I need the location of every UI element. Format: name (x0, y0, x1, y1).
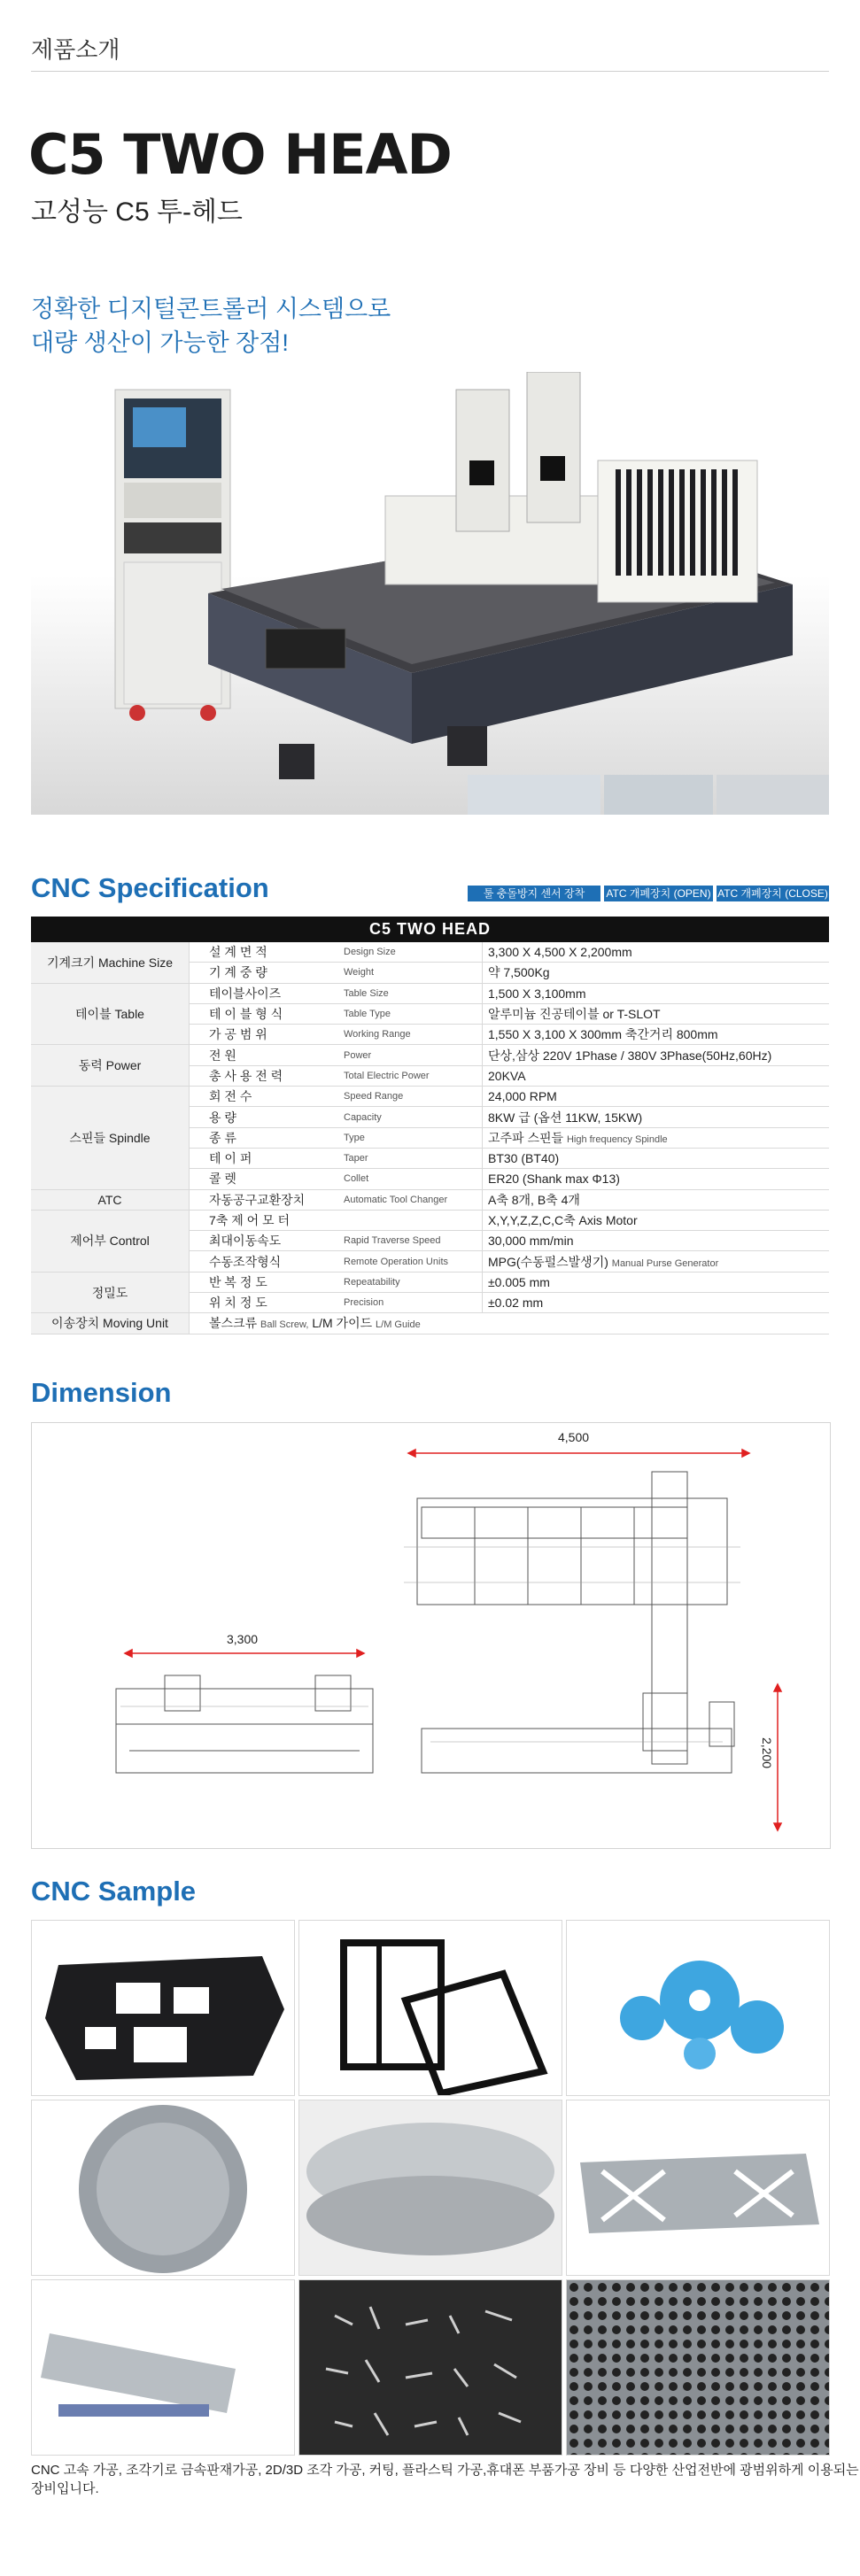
spec-category: 제어부 Control (31, 1210, 190, 1272)
caption-atc-open: ATC 개폐장치 (OPEN) (604, 886, 713, 901)
spec-item: 설 계 면 적 (190, 942, 339, 963)
sample-disc-picture (32, 2100, 294, 2275)
sample-image (298, 1920, 562, 2096)
table-row (31, 1087, 829, 1107)
caption-atc-close: ATC 개폐장치 (CLOSE) (717, 887, 828, 900)
spec-item: 회 전 수 (190, 1087, 339, 1107)
spec-item: 총 사 용 전 력 (190, 1065, 339, 1086)
spec-category: 동력 Power (31, 1045, 190, 1087)
product-model-title: C5 TWO HEAD (28, 122, 452, 187)
spec-value: A축 8개, B축 4개 (483, 1189, 830, 1210)
spec-value-en: Ball Screw, (260, 1319, 309, 1331)
spec-item: 종 류 (190, 1127, 339, 1148)
tagline-line-2: 대량 생산이 가능한 장점! (31, 329, 289, 356)
sample-footer-note: CNC 고속 가공, 조각기로 금속판재가공, 2D/3D 조각 가공, 커팅, 플라스틱 가공,휴대폰 부품가공 장비 등 다양한 산업전반에 광범위하게 이용되는 장비입니다. (31, 2463, 859, 2496)
spec-value (190, 1313, 830, 1334)
spec-value-ko: 고주파 스핀들 (488, 1130, 564, 1145)
spec-item-en: Capacity (338, 1107, 483, 1127)
sample-panel-picture (567, 2100, 829, 2275)
sample-image (566, 2279, 830, 2456)
spec-value: 약 7,500Kg (483, 963, 830, 983)
spec-category: 이송장치 Moving Unit (31, 1313, 190, 1334)
spec-item: 용 량 (190, 1107, 339, 1127)
spec-item-en: Table Size (338, 983, 483, 1003)
spec-item: 가 공 범 위 (190, 1025, 339, 1045)
table-row (31, 1272, 829, 1292)
sample-image (298, 2279, 562, 2456)
spec-value-ko: MPG(수동펄스발생기) (488, 1254, 608, 1269)
spec-item: 전 원 (190, 1045, 339, 1065)
machine-picture (31, 372, 829, 815)
spec-value: 3,300 X 4,500 X 2,200mm (483, 942, 830, 963)
sample-frame-picture (299, 1921, 562, 2095)
spec-table (31, 917, 829, 1334)
spec-value-ko: L/M 가이드 (312, 1316, 373, 1331)
spec-item: 반 복 정 도 (190, 1272, 339, 1292)
sample-plate-picture (32, 1921, 294, 2095)
spec-category: ATC (31, 1189, 190, 1210)
dimension-height-label: 2,200 (760, 1737, 774, 1769)
table-row (31, 1210, 829, 1230)
sample-engraving-picture (299, 2280, 562, 2455)
spec-item-en: Total Electric Power (338, 1065, 483, 1086)
sample-image (566, 1920, 830, 2096)
spec-item-en: Rapid Traverse Speed (338, 1231, 483, 1251)
sample-image (31, 2279, 295, 2456)
spec-item-en: Precision (338, 1293, 483, 1313)
table-row (31, 983, 829, 1003)
spec-item: 테 이 퍼 (190, 1148, 339, 1168)
detail-photo-sensor (468, 775, 600, 815)
spec-item-en: Collet (338, 1169, 483, 1189)
sample-profile-picture (32, 2280, 294, 2455)
spec-item: 위 치 정 도 (190, 1293, 339, 1313)
spec-item-en: Working Range (338, 1025, 483, 1045)
sample-image (566, 2100, 830, 2276)
spec-category: 기계크기 Machine Size (31, 942, 190, 983)
sample-discs-picture (299, 2100, 562, 2275)
spec-item: 테이블사이즈 (190, 983, 339, 1003)
spec-item-en: Taper (338, 1148, 483, 1168)
sample-image (31, 1920, 295, 2096)
spec-item: 수동조작형식 (190, 1251, 339, 1272)
section-label: 제품소개 (31, 36, 120, 63)
technical-drawing (32, 1423, 830, 1848)
table-row (31, 1045, 829, 1065)
spec-item-en: Table Type (338, 1003, 483, 1024)
spec-item-en: Design Size (338, 942, 483, 963)
sample-image (31, 2100, 295, 2276)
dimension-drawing (31, 1422, 831, 1849)
spec-table-title: C5 TWO HEAD (31, 917, 829, 942)
spec-value: 알루미늄 진공테이블 or T-SLOT (483, 1003, 830, 1024)
spec-value-en: L/M Guide (376, 1319, 421, 1331)
spec-item: 테 이 블 형 식 (190, 1003, 339, 1024)
spec-category: 정밀도 (31, 1272, 190, 1313)
tagline-line-1: 정확한 디지털콘트롤러 시스템으로 (31, 296, 391, 322)
spec-item: 기 계 중 량 (190, 963, 339, 983)
spec-item-en: Speed Range (338, 1087, 483, 1107)
dimension-depth-label: 3,300 (227, 1632, 259, 1646)
spec-value: 1,550 X 3,100 X 300mm 축간거리 800mm (483, 1025, 830, 1045)
spec-item-en (338, 1210, 483, 1230)
spec-category: 스핀들 Spindle (31, 1087, 190, 1189)
table-row (31, 1313, 829, 1334)
spec-item-en: Repeatability (338, 1272, 483, 1292)
spec-item-en: Weight (338, 963, 483, 983)
spec-item-en: Type (338, 1127, 483, 1148)
table-row (31, 942, 829, 963)
caption-sensor: 툴 충돌방지 센서 장착 (468, 886, 600, 901)
spec-value: 단상,삼상 220V 1Phase / 380V 3Phase(50Hz,60Hz) (483, 1045, 830, 1065)
spec-value: ±0.005 mm (483, 1272, 830, 1292)
detail-photo-atc-open (604, 775, 713, 815)
spec-item: 7축 제 어 모 터 (190, 1210, 339, 1230)
table-row (31, 1189, 829, 1210)
spec-value: 30,000 mm/min (483, 1231, 830, 1251)
spec-value: ±0.02 mm (483, 1293, 830, 1313)
dimension-title: Dimension (31, 1377, 172, 1408)
sample-perforated-picture (567, 2280, 829, 2455)
spec-value: 24,000 RPM (483, 1087, 830, 1107)
spec-value (483, 1251, 830, 1272)
spec-value (483, 1127, 830, 1148)
spec-value-en: Manual Purse Generator (611, 1257, 719, 1269)
spec-value: ER20 (Shank max Φ13) (483, 1169, 830, 1189)
spec-value-ko: 볼스크류 (209, 1316, 258, 1331)
spec-category: 테이블 Table (31, 983, 190, 1045)
spec-value: 1,500 X 3,100mm (483, 983, 830, 1003)
spec-value: 8KW 급 (옵션 11KW, 15KW) (483, 1107, 830, 1127)
detail-photo-atc-close (717, 775, 829, 815)
dimension-width-label: 4,500 (558, 1430, 590, 1444)
machine-illustration (31, 372, 829, 815)
product-subtitle: 고성능 C5 투-헤드 (31, 197, 243, 227)
spec-item-en: Automatic Tool Changer (338, 1189, 483, 1210)
sample-title: CNC Sample (31, 1876, 197, 1907)
spec-value: BT30 (BT40) (483, 1148, 830, 1168)
product-tagline (31, 292, 391, 360)
sample-image (298, 2100, 562, 2276)
spec-value-en: High frequency Spindle (566, 1133, 668, 1145)
sample-gears-picture (567, 1921, 829, 2095)
spec-item: 콜 렛 (190, 1169, 339, 1189)
spec-title: CNC Specification (31, 872, 269, 903)
spec-item: 자동공구교환장치 (190, 1189, 339, 1210)
divider (31, 71, 829, 72)
spec-item: 최대이동속도 (190, 1231, 339, 1251)
spec-item-en: Power (338, 1045, 483, 1065)
spec-value: X,Y,Y,Z,Z,C,C축 Axis Motor (483, 1210, 830, 1230)
spec-item-en: Remote Operation Units (338, 1251, 483, 1272)
spec-value: 20KVA (483, 1065, 830, 1086)
